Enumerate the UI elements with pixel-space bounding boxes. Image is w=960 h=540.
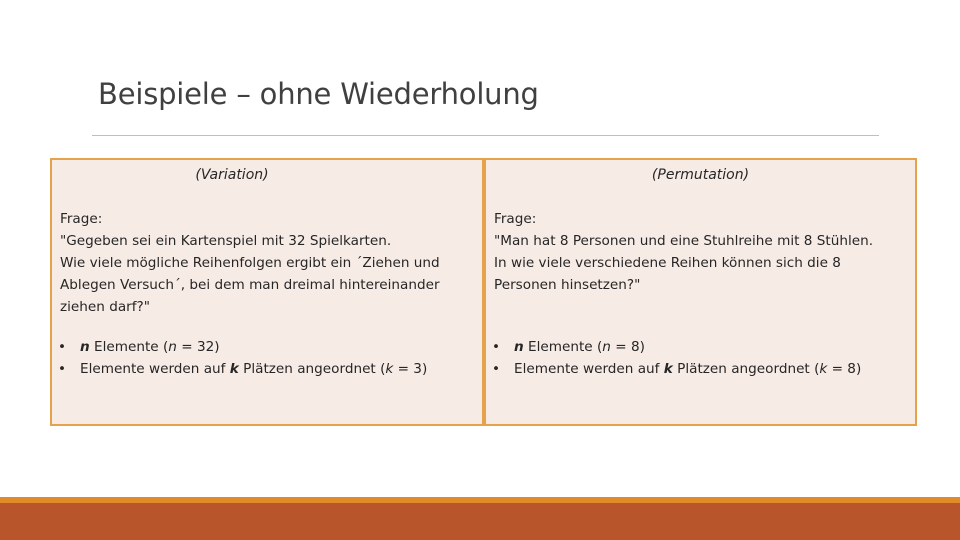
question-line: ziehen darf?": [60, 299, 150, 315]
question-line: Frage:: [494, 211, 537, 227]
permutation-panel: [484, 158, 917, 426]
permutation-bullets: [492, 336, 909, 380]
question-line: Frage:: [60, 211, 103, 227]
variation-panel: [50, 158, 484, 426]
question-line: Personen hinsetzen?": [494, 277, 641, 293]
bullet-dot: •: [58, 339, 67, 355]
permutation-heading: (Permutation): [651, 167, 750, 183]
bullet-item: • Elemente werden auf k Plätzen angeordnet (k = 8): [492, 358, 909, 380]
bullet-dot: •: [492, 339, 501, 355]
bullet-item: • n Elemente (n = 32): [58, 336, 476, 358]
bullet-dot: •: [58, 361, 67, 377]
bullet-item: • n Elemente (n = 8): [492, 336, 909, 358]
bullet-dot: •: [492, 361, 501, 377]
permutation-question: [494, 208, 909, 296]
title-divider: [92, 135, 879, 136]
footer-bar: [0, 497, 960, 540]
question-line: Ablegen Versuch´, bei dem man dreimal hintereinander: [60, 277, 440, 293]
variation-question: [60, 208, 476, 318]
question-line: "Man hat 8 Personen und eine Stuhlreihe mit 8 Stühlen.: [494, 233, 874, 249]
variation-bullets: [58, 336, 476, 380]
question-line: Wie viele mögliche Reihenfolgen ergibt ein ´Ziehen und: [60, 255, 440, 271]
slide-title: Beispiele – ohne Wiederholung: [98, 77, 539, 111]
question-line: In wie viele verschiedene Reihen können sich die 8: [494, 255, 841, 271]
question-line: "Gegeben sei ein Kartenspiel mit 32 Spielkarten.: [60, 233, 392, 249]
bullet-item: • Elemente werden auf k Plätzen angeordnet (k = 3): [58, 358, 476, 380]
variation-heading: (Variation): [195, 167, 269, 183]
footer-stripe: [0, 497, 960, 503]
